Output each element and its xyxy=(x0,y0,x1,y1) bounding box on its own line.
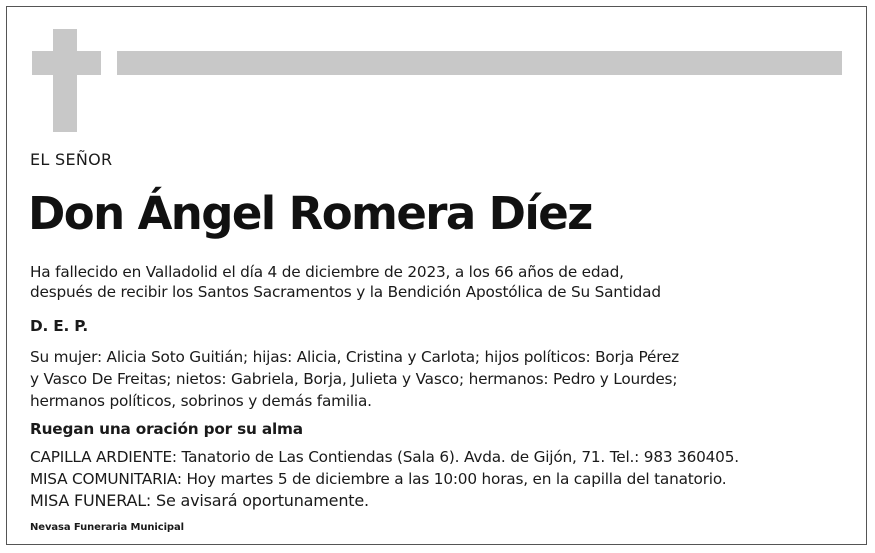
deceased-name: Don Ángel Romera Díez xyxy=(28,187,592,240)
funeral-home-credit: Nevasa Funeraria Municipal xyxy=(30,522,184,533)
cross-icon xyxy=(53,29,77,132)
family-line-3: hermanos políticos, sobrinos y demás familia. xyxy=(30,392,372,410)
cross-icon-arm xyxy=(32,51,101,75)
rip-label: D. E. P. xyxy=(30,317,89,335)
death-notice-line-2: después de recibir los Santos Sacramentos y la Bendición Apostólica de Su Santidad xyxy=(30,283,661,301)
decorative-bar xyxy=(117,51,842,75)
funeral-mass-info: MISA FUNERAL: Se avisará oportunamente. xyxy=(30,491,369,510)
death-notice-line-1: Ha fallecido en Valladolid el día 4 de diciembre de 2023, a los 66 años de edad, xyxy=(30,263,624,281)
community-mass-info: MISA COMUNITARIA: Hoy martes 5 de diciembre a las 10:00 horas, en la capilla del tanatorio. xyxy=(30,470,727,488)
chapel-info: CAPILLA ARDIENTE: Tanatorio de Las Contiendas (Sala 6). Avda. de Gijón, 71. Tel.: 983 360405. xyxy=(30,448,739,466)
prayer-request: Ruegan una oración por su alma xyxy=(30,420,303,438)
family-line-2: y Vasco De Freitas; nietos: Gabriela, Borja, Julieta y Vasco; hermanos: Pedro y Lourdes; xyxy=(30,370,678,388)
title-prefix: EL SEÑOR xyxy=(30,150,113,169)
family-line-1: Su mujer: Alicia Soto Guitián; hijas: Alicia, Cristina y Carlota; hijos políticos: Borja Pérez xyxy=(30,348,680,366)
